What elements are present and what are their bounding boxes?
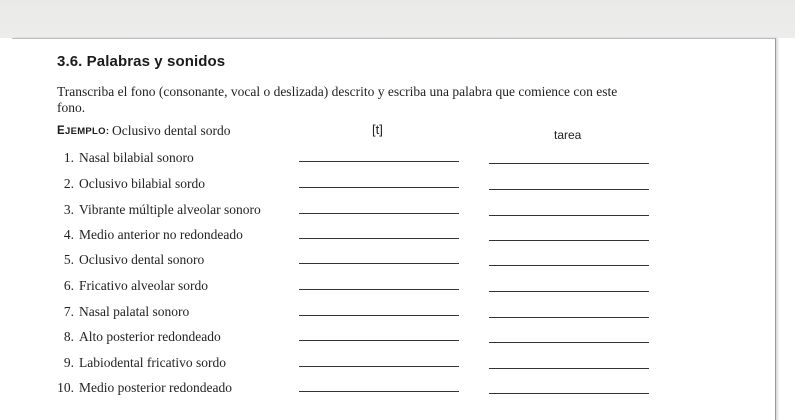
word-answer-blank[interactable] [489,163,649,164]
item-number: 7. [63,304,74,319]
exercise-row-9 [12,355,772,379]
exercise-row-5 [12,252,772,276]
example-label-rest: JEMPLO: [64,126,110,137]
item-description: Oclusivo dental sonoro [79,252,205,267]
item-number: 2. [63,176,74,191]
exercise-row-6 [12,278,772,302]
example-description: Oclusivo dental sordo [112,123,231,138]
phone-answer-blank[interactable] [299,263,459,264]
phone-answer-blank[interactable] [299,238,459,239]
phone-answer-blank[interactable] [299,391,459,392]
item-description: Nasal palatal sonoro [79,304,190,319]
example-phone: [t] [372,122,383,137]
exercise-row-3 [12,202,772,226]
item-number: 4. [63,227,74,242]
word-answer-blank[interactable] [489,368,649,369]
word-answer-blank[interactable] [489,240,649,241]
item-description: Oclusivo bilabial sordo [79,176,205,191]
phone-answer-blank[interactable] [299,315,459,316]
word-answer-blank[interactable] [489,265,649,266]
item-description: Medio anterior no redondeado [79,227,243,242]
word-answer-blank[interactable] [489,317,649,318]
example-label [57,125,109,137]
exercise-row-1 [12,150,772,174]
item-number: 3. [63,202,74,217]
exercise-row-4 [12,227,772,251]
phone-answer-blank[interactable] [299,366,459,367]
item-number: 1. [63,150,74,165]
item-description: Medio posterior redondeado [79,380,232,395]
example-label-initial: E [57,125,65,137]
word-answer-blank[interactable] [489,342,649,343]
item-description: Nasal bilabial sonoro [79,150,194,165]
exercise-row-7 [12,304,772,328]
word-answer-blank[interactable] [489,393,649,394]
item-number: 9. [63,355,74,370]
item-number: 5. [63,252,74,267]
exercise-row-2 [12,176,772,200]
item-description: Fricativo alveolar sordo [79,278,208,293]
worksheet-page [12,38,776,420]
item-description: Vibrante múltiple alveolar sonoro [79,202,261,217]
phone-answer-blank[interactable] [299,187,459,188]
item-number: 6. [63,278,74,293]
word-answer-blank[interactable] [489,215,649,216]
word-answer-blank[interactable] [489,291,649,292]
item-number: 10. [57,380,74,395]
phone-answer-blank[interactable] [299,161,459,162]
item-number: 8. [63,329,74,344]
word-answer-blank[interactable] [489,189,649,190]
section-title: 3.6. Palabras y sonidos [57,53,226,70]
exercise-row-8 [12,329,772,353]
item-description: Labiodental fricativo sordo [79,355,226,370]
exercise-row-10 [12,380,772,404]
item-description: Alto posterior redondeado [79,329,221,344]
phone-answer-blank[interactable] [299,340,459,341]
phone-answer-blank[interactable] [299,289,459,290]
phone-answer-blank[interactable] [299,213,459,214]
example-word: tarea [554,128,582,142]
instructions-text: Transcriba el fono (consonante, vocal o deslizada) descrito y escriba una palabra que comience con este fono. [57,84,618,115]
